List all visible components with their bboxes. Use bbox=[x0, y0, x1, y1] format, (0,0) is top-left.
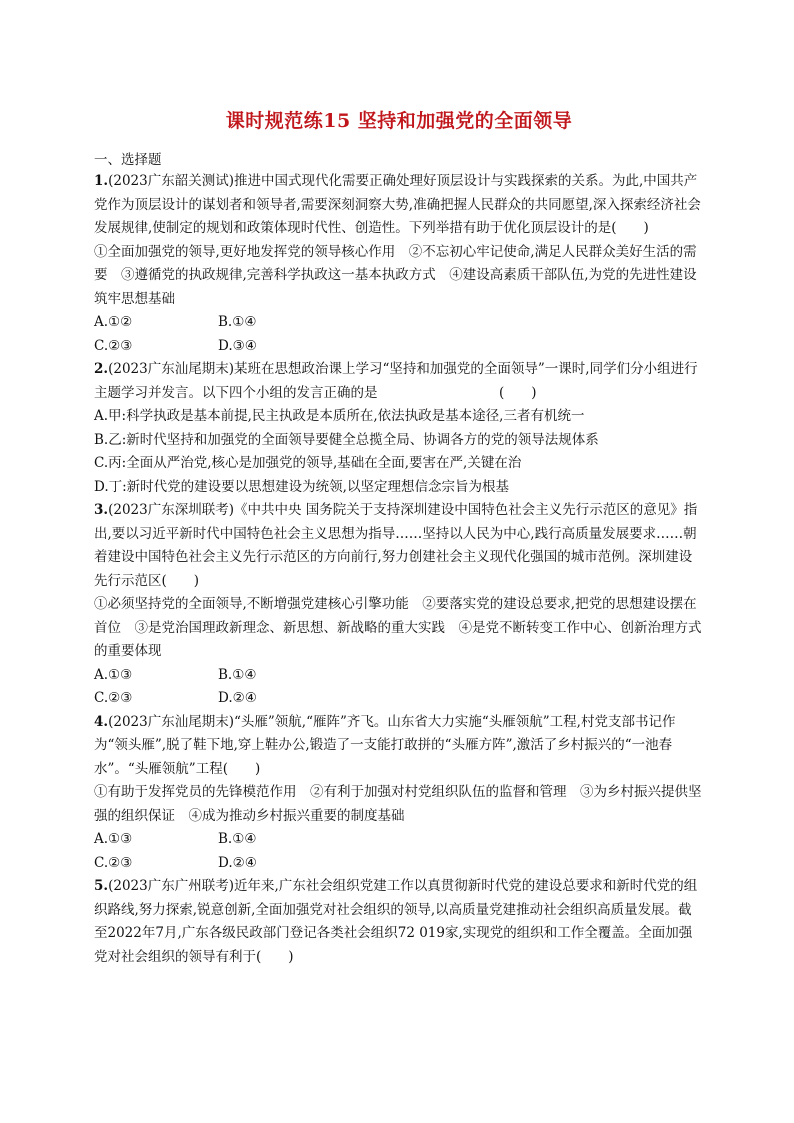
option-b[interactable]: B.①④ bbox=[218, 666, 257, 683]
question-stem: “头雁”领航,“雁阵”齐飞。山东省大力实施“头雁领航”工程,村党支部书记作为“领头雁”,脱了鞋下地,穿上鞋办公,锻造了一支能打敢拼的“头雁方阵”,激活了乡村振兴的“一池春水”。“头雁领航”工程( ) bbox=[94, 713, 676, 777]
option-c[interactable]: C.②③ bbox=[94, 854, 133, 871]
question-1 bbox=[94, 170, 704, 358]
option-c[interactable]: C.②③ bbox=[94, 690, 133, 706]
option-b[interactable]: B.乙:新时代坚持和加强党的全面领导要健全总揽全局、协调各方的党的领导法规体系 bbox=[94, 431, 599, 448]
question-stem: 近年来,广东社会组织党建工作以真贯彻新时代党的建设总要求和新时代党的组织路线,努力探索,锐意创新,全面加强党对社会组织的领导,以高质量党建推动社会组织高质量发展。截至2022年7月,广东各级民政部门登记各类社会组织72 019家,实现党的组织和工作全覆盖。全面加强党对社会组织的领导有利于( ) bbox=[94, 878, 698, 965]
question-source: (2023广东深圳联考) bbox=[108, 502, 234, 518]
answer-options bbox=[94, 664, 704, 711]
option-a[interactable]: A.甲:科学执政是基本前提,民主执政是本质所在,依法执政是基本途径,三者有机统一 bbox=[94, 408, 585, 424]
question-list bbox=[94, 170, 704, 969]
question-number: 4. bbox=[94, 713, 109, 730]
answer-options bbox=[94, 828, 704, 875]
question-2 bbox=[94, 358, 704, 499]
section-heading: 一、选择题 bbox=[94, 152, 162, 168]
option-d[interactable]: D.丁:新时代党的建设要以思想建设为统领,以坚定理想信念宗旨为根基 bbox=[94, 478, 509, 495]
question-source: (2023广东广州联考) bbox=[108, 878, 234, 894]
question-number: 1. bbox=[94, 173, 109, 189]
question-number: 2. bbox=[94, 361, 109, 377]
question-statements: ①有助于发挥党员的先锋模范作用 ②有利于加强对村党组织队伍的监督和管理 ③为乡村振兴提供坚强的组织保证 ④成为推动乡村振兴重要的制度基础 bbox=[94, 784, 702, 824]
answer-options bbox=[94, 311, 704, 358]
question-stem: 推进中国式现代化需要正确处理好顶层设计与实践探索的关系。为此,中国共产党作为顶层设计的谋划者和领导者,需要深刻洞察大势,准确把握人民群众的共同愿望,深入探索经济社会发展规律,使制定的规划和政策体现时代性、创造性。下列举措有助于优化顶层设计的是( ) bbox=[94, 173, 701, 236]
question-statements: ①全面加强党的领导,更好地发挥党的领导核心作用 ②不忘初心牢记使命,满足人民群众美好生活的需要 ③遵循党的执政规律,完善科学执政这一基本执政方式 ④建设高素质干部队伍,为党的先进性建设筑牢思想基础 bbox=[94, 243, 697, 307]
page-title: 课时规范练15 坚持和加强党的全面领导 bbox=[225, 110, 573, 132]
option-a[interactable]: A.①③ bbox=[94, 831, 133, 847]
question-source: (2023广东韶关测试) bbox=[108, 173, 234, 189]
question-number: 3. bbox=[94, 502, 109, 518]
option-b[interactable]: B.①④ bbox=[218, 314, 257, 330]
question-number: 5. bbox=[94, 878, 109, 894]
option-d[interactable]: D.②④ bbox=[218, 854, 257, 871]
option-a[interactable]: A.①③ bbox=[94, 666, 133, 683]
option-d[interactable]: D.③④ bbox=[218, 337, 257, 354]
option-c[interactable]: C.②③ bbox=[94, 337, 133, 354]
option-a[interactable]: A.①② bbox=[94, 314, 133, 330]
question-3 bbox=[94, 499, 704, 711]
question-statements: ①必须坚持党的全面领导,不断增强党建核心引擎功能 ②要落实党的建设总要求,把党的思想建设摆在首位 ③是党治国理政新理念、新思想、新战略的重大实践 ④是党不断转变工作中心、创新治理方式的重要体现 bbox=[94, 596, 702, 659]
question-4 bbox=[94, 711, 704, 876]
question-source: (2023广东汕尾期末) bbox=[108, 361, 234, 377]
question-source: (2023广东汕尾期末) bbox=[108, 713, 234, 730]
question-stem: 某班在思想政治课上学习“坚持和加强党的全面领导”一课时,同学们分小组进行主题学习并发言。以下四个小组的发言正确的是 ( ) bbox=[94, 361, 698, 401]
question-stem: 《中共中央 国务院关于支持深圳建设中国特色社会主义先行示范区的意见》指出,要以习近平新时代中国特色社会主义思想为指导……坚持以人民为中心,践行高质量发展要求……朝着建设中国特色社会主义先行示范区的方向前行,努力创建社会主义现代化强国的城市范例。深圳建设先行示范区( ) bbox=[94, 502, 698, 589]
option-c[interactable]: C.丙:全面从严治党,核心是加强党的领导,基础在全面,要害在严,关键在治 bbox=[94, 455, 522, 471]
option-d[interactable]: D.②④ bbox=[218, 690, 257, 706]
question-5 bbox=[94, 875, 704, 969]
option-b[interactable]: B.①④ bbox=[218, 831, 257, 847]
